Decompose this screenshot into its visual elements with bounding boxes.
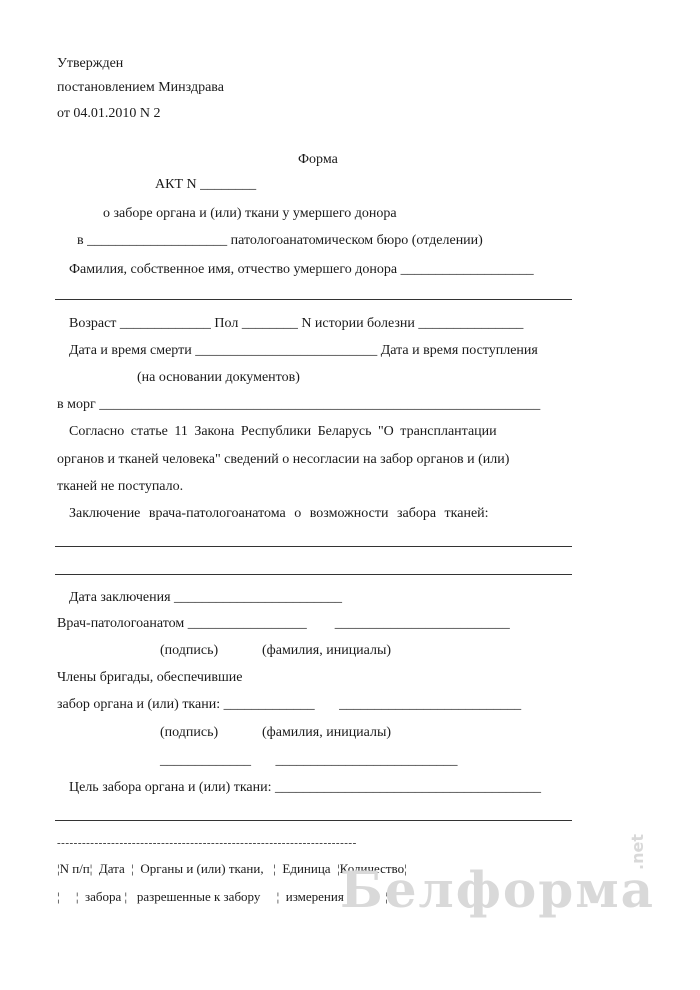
act-subtitle: о заборе органа и (или) ткани у умершего донора: [103, 206, 397, 221]
approval-line-3: от 04.01.2010 N 2: [57, 106, 161, 121]
consent-line-3: тканей не поступало.: [57, 479, 184, 494]
pathologist-signature-caption: (подпись): [160, 643, 219, 658]
conclusion-line-1: [55, 546, 572, 547]
watermark-logo: Белформа: [340, 860, 656, 919]
team-signature-caption: (подпись): [160, 725, 219, 740]
death-admission-line: Дата и время смерти __________________________ Дата и время поступления: [69, 343, 538, 358]
consent-line-2: органов и тканей человека" сведений о несогласии на забор органов и (или): [57, 452, 510, 467]
team-line-1: Члены бригады, обеспечившие: [57, 670, 243, 685]
team-extra-line: _____________ __________________________: [160, 753, 458, 768]
conclusion-line-2: [55, 574, 572, 575]
age-sex-history-line: Возраст _____________ Пол ________ N истории болезни _______________: [69, 316, 524, 331]
watermark-suffix: .net: [628, 834, 647, 870]
basis-note: (на основании документов): [137, 370, 300, 385]
conclusion-heading: Заключение врача-патологоанатома о возможности забора тканей:: [69, 506, 489, 521]
form-label: Форма: [298, 152, 338, 167]
table-header-row-1: ¦N п/п¦ Дата ¦ Органы и (или) ткани, ¦ Единица ¦Количество¦: [57, 861, 407, 876]
team-name-caption: (фамилия, инициалы): [262, 725, 392, 740]
purpose-continuation-line: [55, 820, 572, 821]
morgue-line: в морг _______________________________________________________________: [57, 397, 541, 412]
act-title: АКТ N ________: [155, 177, 257, 192]
team-line-2: забор органа и (или) ткани: _____________ __________________________: [57, 697, 522, 712]
consent-line-1: Согласно статье 11 Закона Республики Беларусь "О трансплантации: [69, 424, 497, 439]
bureau-line: в ____________________ патологоанатомическом бюро (отделении): [77, 233, 483, 248]
fullname-continuation-line: [55, 299, 572, 300]
pathologist-line: Врач-патологоанатом _________________ _________________________: [57, 616, 510, 631]
purpose-line: Цель забора органа и (или) ткани: ______________________________________: [69, 780, 542, 795]
approval-line-2: постановлением Минздрава: [57, 80, 224, 95]
conclusion-date-line: Дата заключения ________________________: [69, 590, 343, 605]
table-dashes: ------------------------------------------------------------------------: [57, 837, 357, 849]
donor-fullname-line: Фамилия, собственное имя, отчество умершего донора ___________________: [69, 262, 534, 277]
table-header-row-2: ¦ ¦ забора ¦ разрешенные к забору ¦ измерения ¦ ¦: [57, 889, 389, 904]
approval-line-1: Утвержден: [57, 56, 124, 71]
pathologist-name-caption: (фамилия, инициалы): [262, 643, 392, 658]
